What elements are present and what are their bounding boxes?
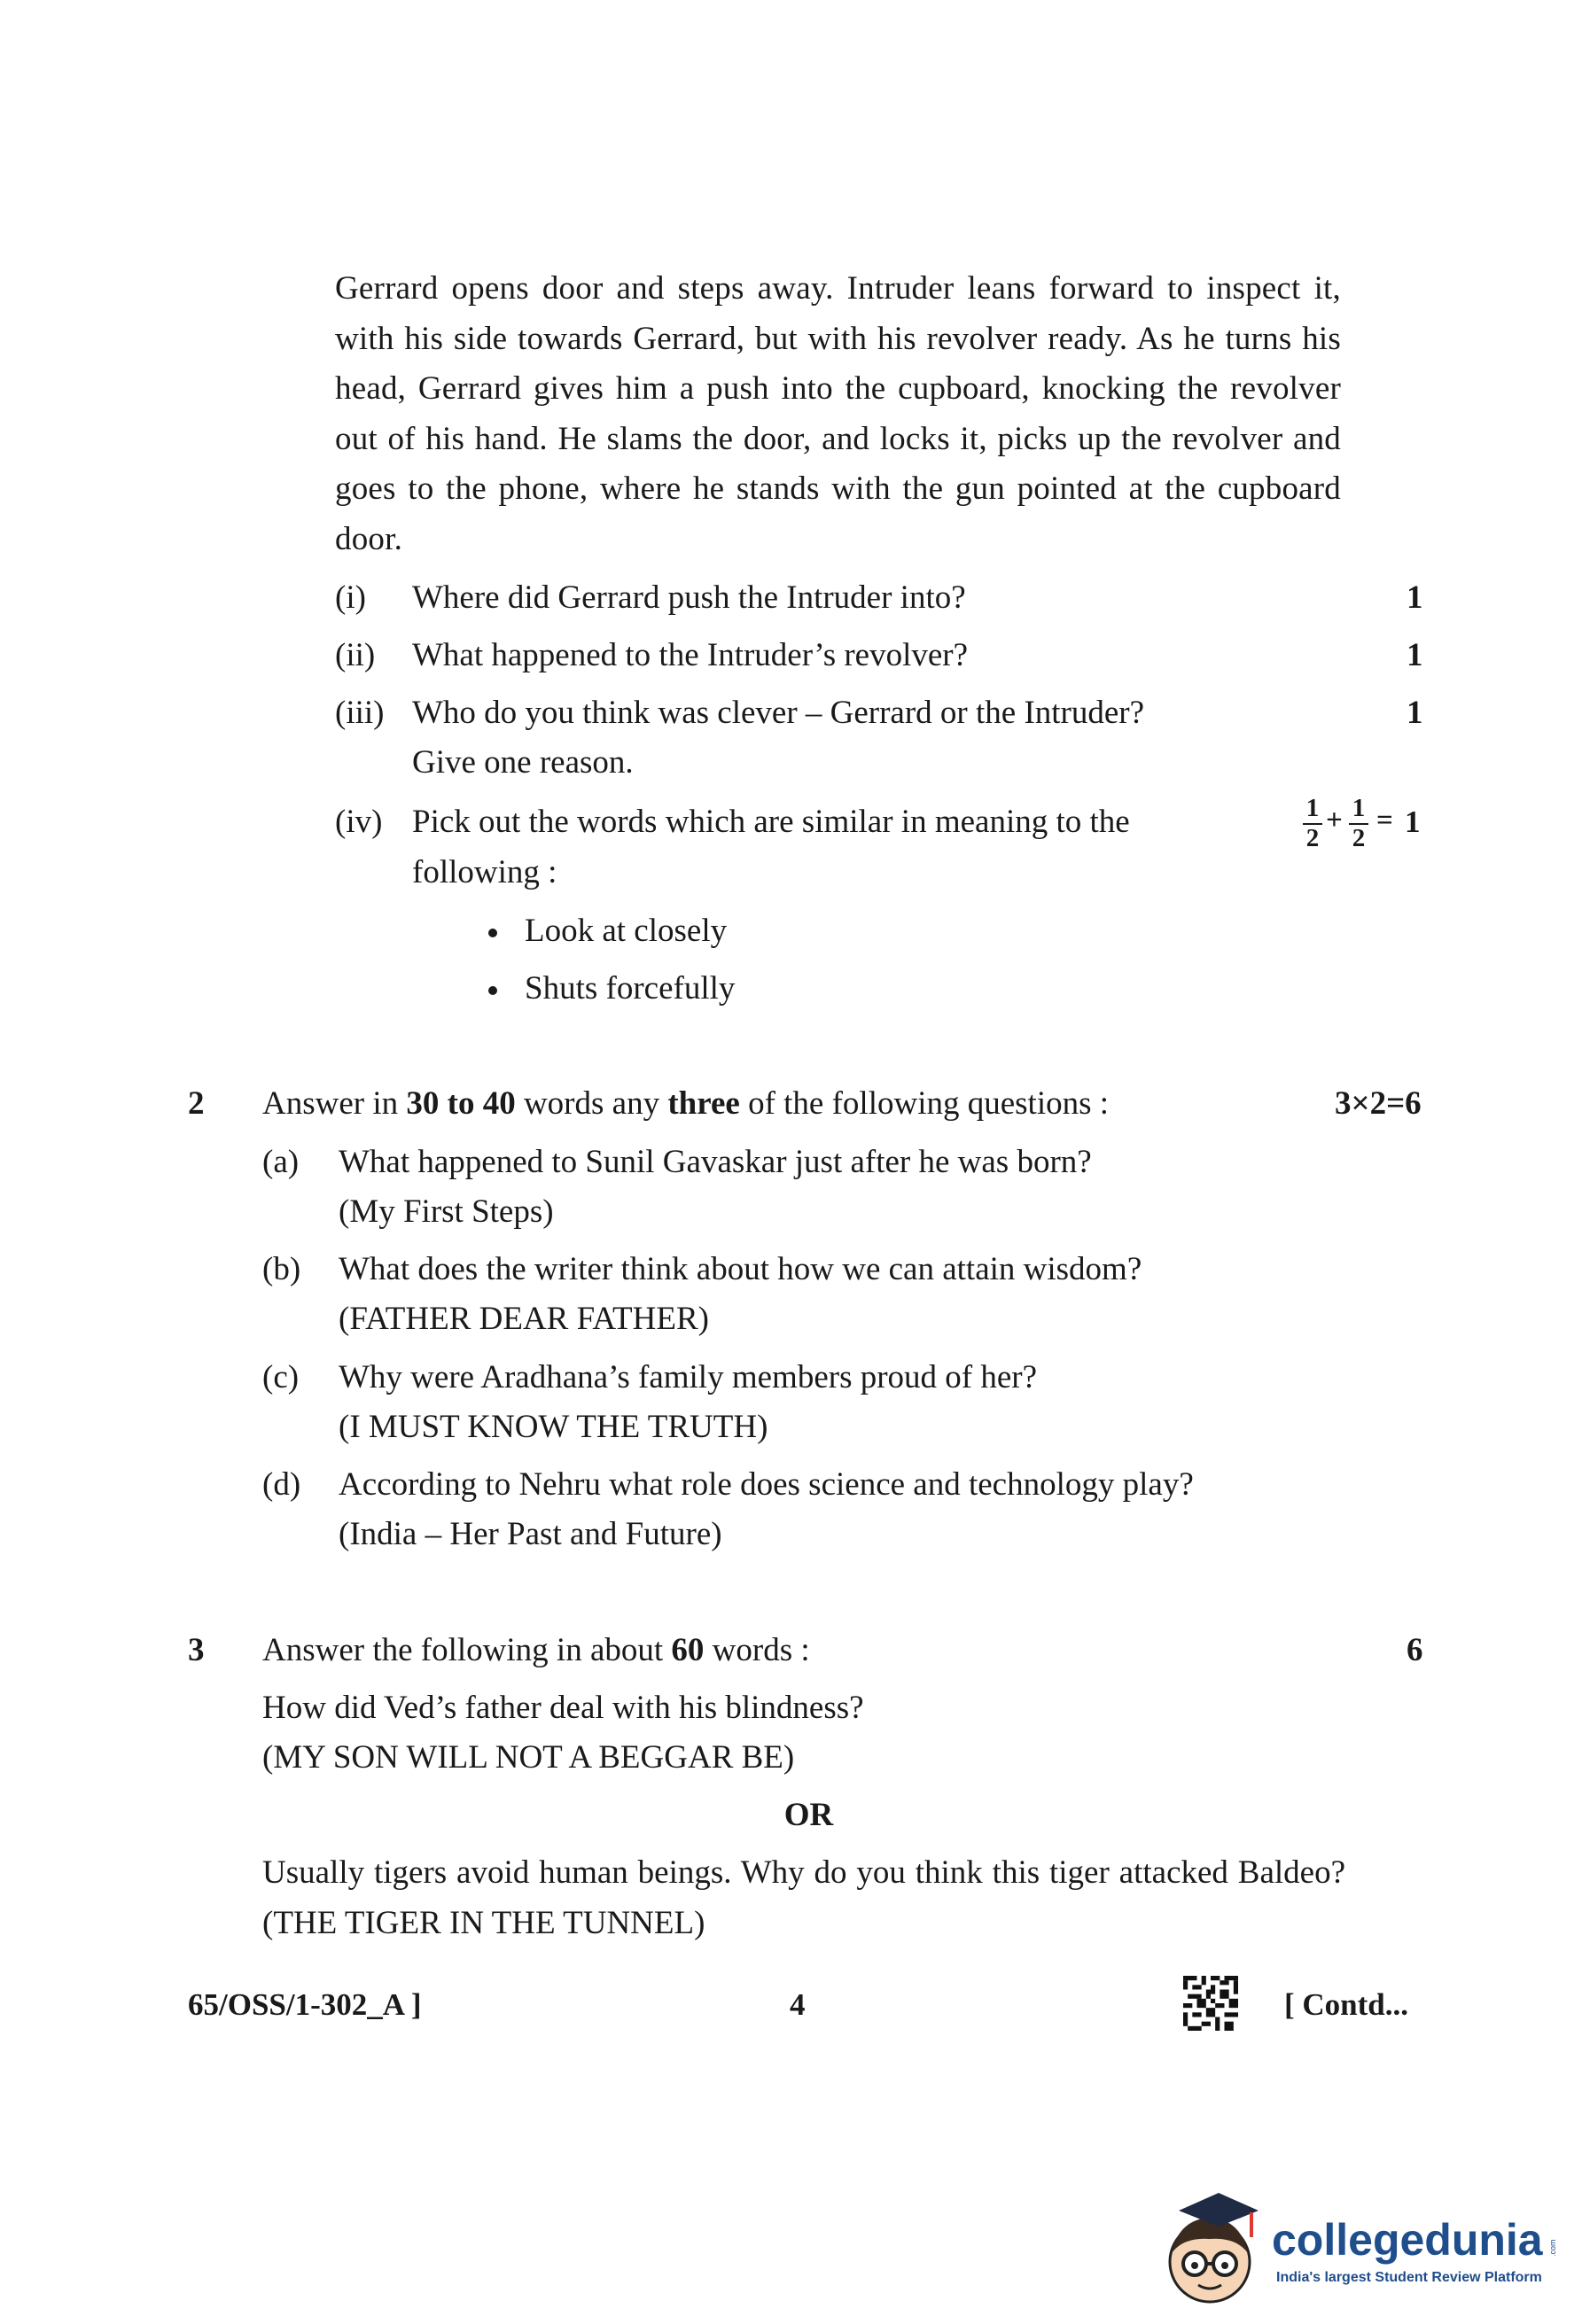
qr-code-icon: [1183, 1976, 1238, 2031]
q2-intro: Answer in 30 to 40 words any three of the following questions :: [262, 1085, 1110, 1122]
q1-item-marks: 1: [1407, 695, 1423, 731]
logo-suffix-text: .com: [1548, 2239, 1557, 2257]
q2-item-num: (b): [262, 1251, 301, 1287]
logo-brand-text: collegedunia: [1272, 2215, 1543, 2265]
q2-item-source: (I MUST KNOW THE TRUTH): [339, 1409, 768, 1445]
q3-marks: 6: [1407, 1632, 1423, 1668]
bullet-item: Look at closely: [525, 913, 728, 949]
q2-item-text: What does the writer think about how we can attain wisdom?: [339, 1251, 1142, 1287]
q2-number: 2: [188, 1085, 205, 1122]
q1-item-text: What happened to the Intruder’s revolver?: [412, 637, 969, 673]
q1-item-num: (i): [335, 579, 366, 616]
page-number: 4: [790, 1987, 806, 2022]
q1-item-num: (iii): [335, 695, 385, 731]
plus-sign: +: [1326, 804, 1343, 836]
collegedunia-logo: [1152, 2175, 1569, 2317]
q1-item-text: Pick out the words which are similar in meaning to the: [412, 804, 1130, 840]
logo-tagline: India's largest Student Review Platform: [1276, 2270, 1542, 2285]
q1-item-num: (ii): [335, 637, 376, 673]
q3-intro: Answer the following in about 60 words :: [262, 1632, 810, 1668]
q3-alt-question: Usually tigers avoid human beings. Why do you think this tiger attacked Baldeo? (THE TIGER IN THE TUNNEL): [262, 1854, 1345, 1941]
q2-item-text: What happened to Sunil Gavaskar just after he was born?: [339, 1144, 1092, 1180]
bullet-dot: [488, 929, 497, 937]
q2-item-num: (a): [262, 1144, 300, 1180]
q1-item-num: (iv): [335, 804, 383, 840]
q3-source: (MY SON WILL NOT A BEGGAR BE): [262, 1739, 795, 1776]
passage-text: Gerrard opens door and steps away. Intruder leans forward to inspect it, with his side towards Gerrard, but with his revolver ready. As he turns his head, Gerrard gives him a push into the cupboard, knocking the revolver out of his hand. He slams the door, and locks it, picks up the revolver and goes to the phone, where he stands with the gun pointed at the cupboard door.: [335, 270, 1341, 557]
q2-item-text: Why were Aradhana’s family members proud of her?: [339, 1359, 1038, 1395]
q2-marks: 3×2=6: [1335, 1085, 1422, 1122]
q3-number: 3: [188, 1632, 205, 1668]
q1-item-marks: 1: [1407, 579, 1423, 616]
equals-sign: =: [1376, 804, 1393, 836]
q1-item-marks: 1: [1407, 637, 1423, 673]
continued-label: [ Contd...: [1284, 1987, 1409, 2022]
exam-page: Gerrard opens door and steps away. Intruder leans forward to inspect it, with his side towards Gerrard, but with his revolver ready. As he turns his head, Gerrard gives him a push into the cupboard, knocking the revolver out of his hand. He slams the door, and locks it, picks up the revolver and goes to the phone, where he stands with the gun pointed at the cupboard door. (i) Where did Gerrard push the Intruder into? 1 (ii) What happened to the Intruder’s revolver? 1 (iii) Who do you think was clever – Gerrard or the Intruder? Give one reason. 1 (iv) Pick out the words which are similar in meaning to the following : 1 2 + 1 2 = 1 Look at closely Shuts forcefully 2 Answer in 30 to 40 words any three of the following questions : 3×2=6 (a) What happened to Sunil Gavaskar just after he was born? (My First Steps) (b) What does the writer think about how we can attain wisdom? (FATHER DEAR FATHER) (c) Why were Aradhana’s family members proud of her? (I MUST KNOW THE TRUTH) (d) According to Nehru what role does science and technology play? (India – Her Past and Future) 3 Answer the following in about 60 words : 6 How did Ved’s father deal with his blindness? (MY SON WILL NOT A BEGGAR BE) OR Usually tigers avoid human beings. Why do you think this tiger attacked Baldeo? (THE TIGER IN THE TUNNEL) 65/OSS/1-302_A ] 4 [ Contd... collegedunia .com India's largest Student Review Platform: [0, 0, 1582, 2324]
q1-item-text-cont: following :: [412, 854, 557, 890]
q1-item-text: Who do you think was clever – Gerrard or the Intruder?: [412, 695, 1145, 731]
q2-item-num: (c): [262, 1359, 300, 1395]
q2-item-source: (India – Her Past and Future): [339, 1516, 722, 1552]
paper-code: 65/OSS/1-302_A ]: [188, 1987, 422, 2022]
q2-item-source: (My First Steps): [339, 1193, 554, 1230]
q2-item-text: According to Nehru what role does science and technology play?: [339, 1466, 1194, 1503]
q1-item-text: Where did Gerrard push the Intruder into?: [412, 579, 966, 616]
or-divider: OR: [783, 1797, 834, 1833]
bullet-dot: [488, 986, 497, 995]
marks-total: 1: [1405, 804, 1421, 839]
bullet-item: Shuts forcefully: [525, 970, 736, 1007]
q3-question: How did Ved’s father deal with his blindness?: [262, 1690, 864, 1726]
q1-item-text-cont: Give one reason.: [412, 744, 634, 781]
q2-item-source: (FATHER DEAR FATHER): [339, 1301, 709, 1337]
q2-item-num: (d): [262, 1466, 301, 1503]
